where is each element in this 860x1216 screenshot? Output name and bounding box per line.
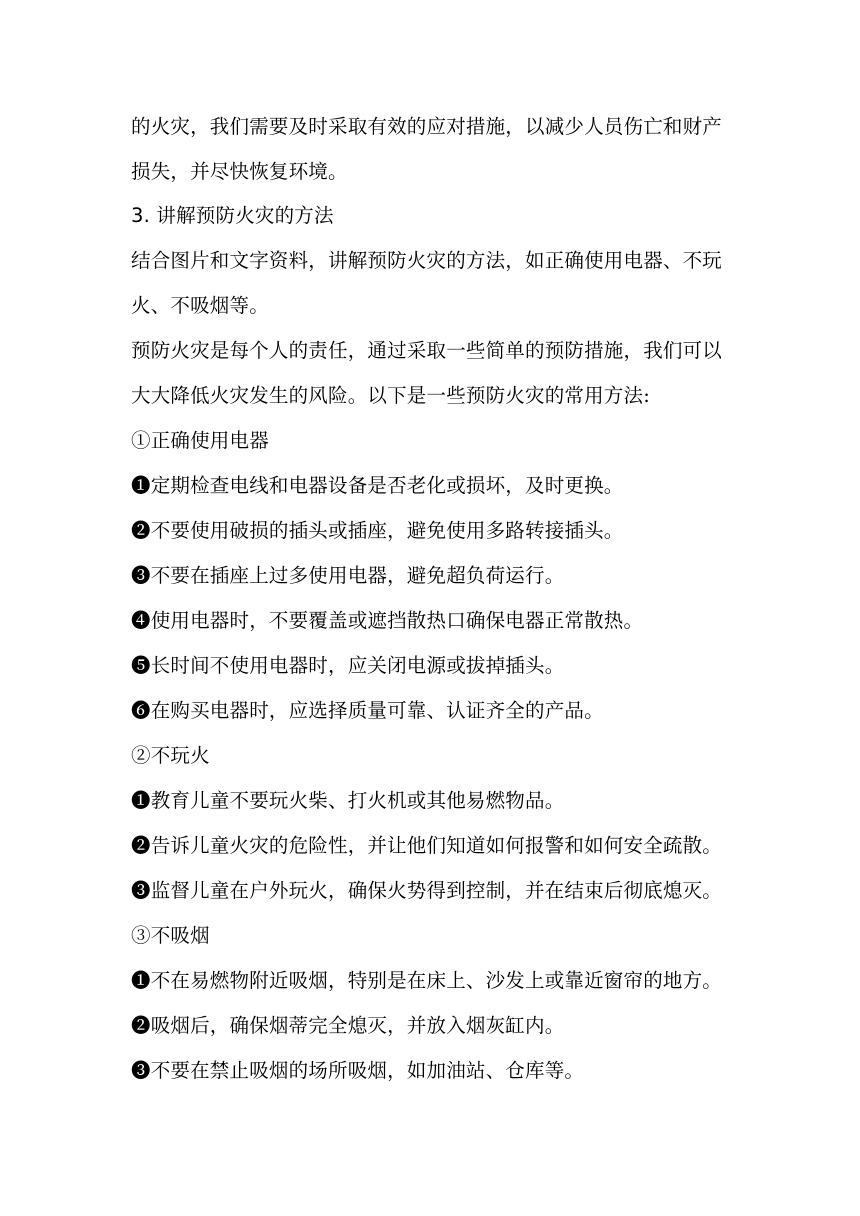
list-item: ❶定期检查电线和电器设备是否老化或损坏，及时更换。 [131, 474, 624, 497]
paragraph-line: 大大降低火灾发生的风险。以下是一些预防火灾的常用方法: [131, 384, 650, 407]
subheading-no-fire-play: ②不玩火 [131, 744, 210, 767]
list-item: ❸不要在插座上过多使用电器，避免超负荷运行。 [131, 564, 565, 587]
list-item: ❸监督儿童在户外玩火，确保火势得到控制，并在结束后彻底熄灭。 [131, 879, 723, 902]
list-item: ❶不在易燃物附近吸烟，特别是在床上、沙发上或靠近窗帘的地方。 [131, 969, 723, 992]
paragraph-line: 预防火灾是每个人的责任，通过采取一些简单的预防措施，我们可以 [131, 339, 723, 362]
paragraph-line: 结合图片和文字资料，讲解预防火灾的方法，如正确使用电器、不玩 [131, 249, 723, 272]
list-item: ❺长时间不使用电器时，应关闭电源或拔掉插头。 [131, 654, 565, 677]
list-item: ❷告诉儿童火灾的危险性，并让他们知道如何报警和如何安全疏散。 [131, 834, 723, 857]
list-item: ❶教育儿童不要玩火柴、打火机或其他易燃物品。 [131, 789, 565, 812]
paragraph-line: 损失，并尽快恢复环境。 [131, 160, 348, 183]
list-item: ❻在购买电器时，应选择质量可靠、认证齐全的产品。 [131, 699, 604, 722]
paragraph-line: 的火灾，我们需要及时采取有效的应对措施，以减少人员伤亡和财产 [131, 115, 723, 138]
subheading-no-smoking: ③不吸烟 [131, 924, 210, 947]
list-item: ❷吸烟后，确保烟蒂完全熄灭，并放入烟灰缸内。 [131, 1014, 565, 1037]
section-heading: 3. 讲解预防火灾的方法 [131, 204, 334, 227]
list-item: ❷不要使用破损的插头或插座，避免使用多路转接插头。 [131, 519, 624, 542]
list-item: ❸不要在禁止吸烟的场所吸烟，如加油站、仓库等。 [131, 1059, 585, 1082]
paragraph-line: 火、不吸烟等。 [131, 294, 269, 317]
subheading-electrical: ①正确使用电器 [131, 429, 269, 452]
list-item: ❹使用电器时，不要覆盖或遮挡散热口确保电器正常散热。 [131, 609, 644, 632]
